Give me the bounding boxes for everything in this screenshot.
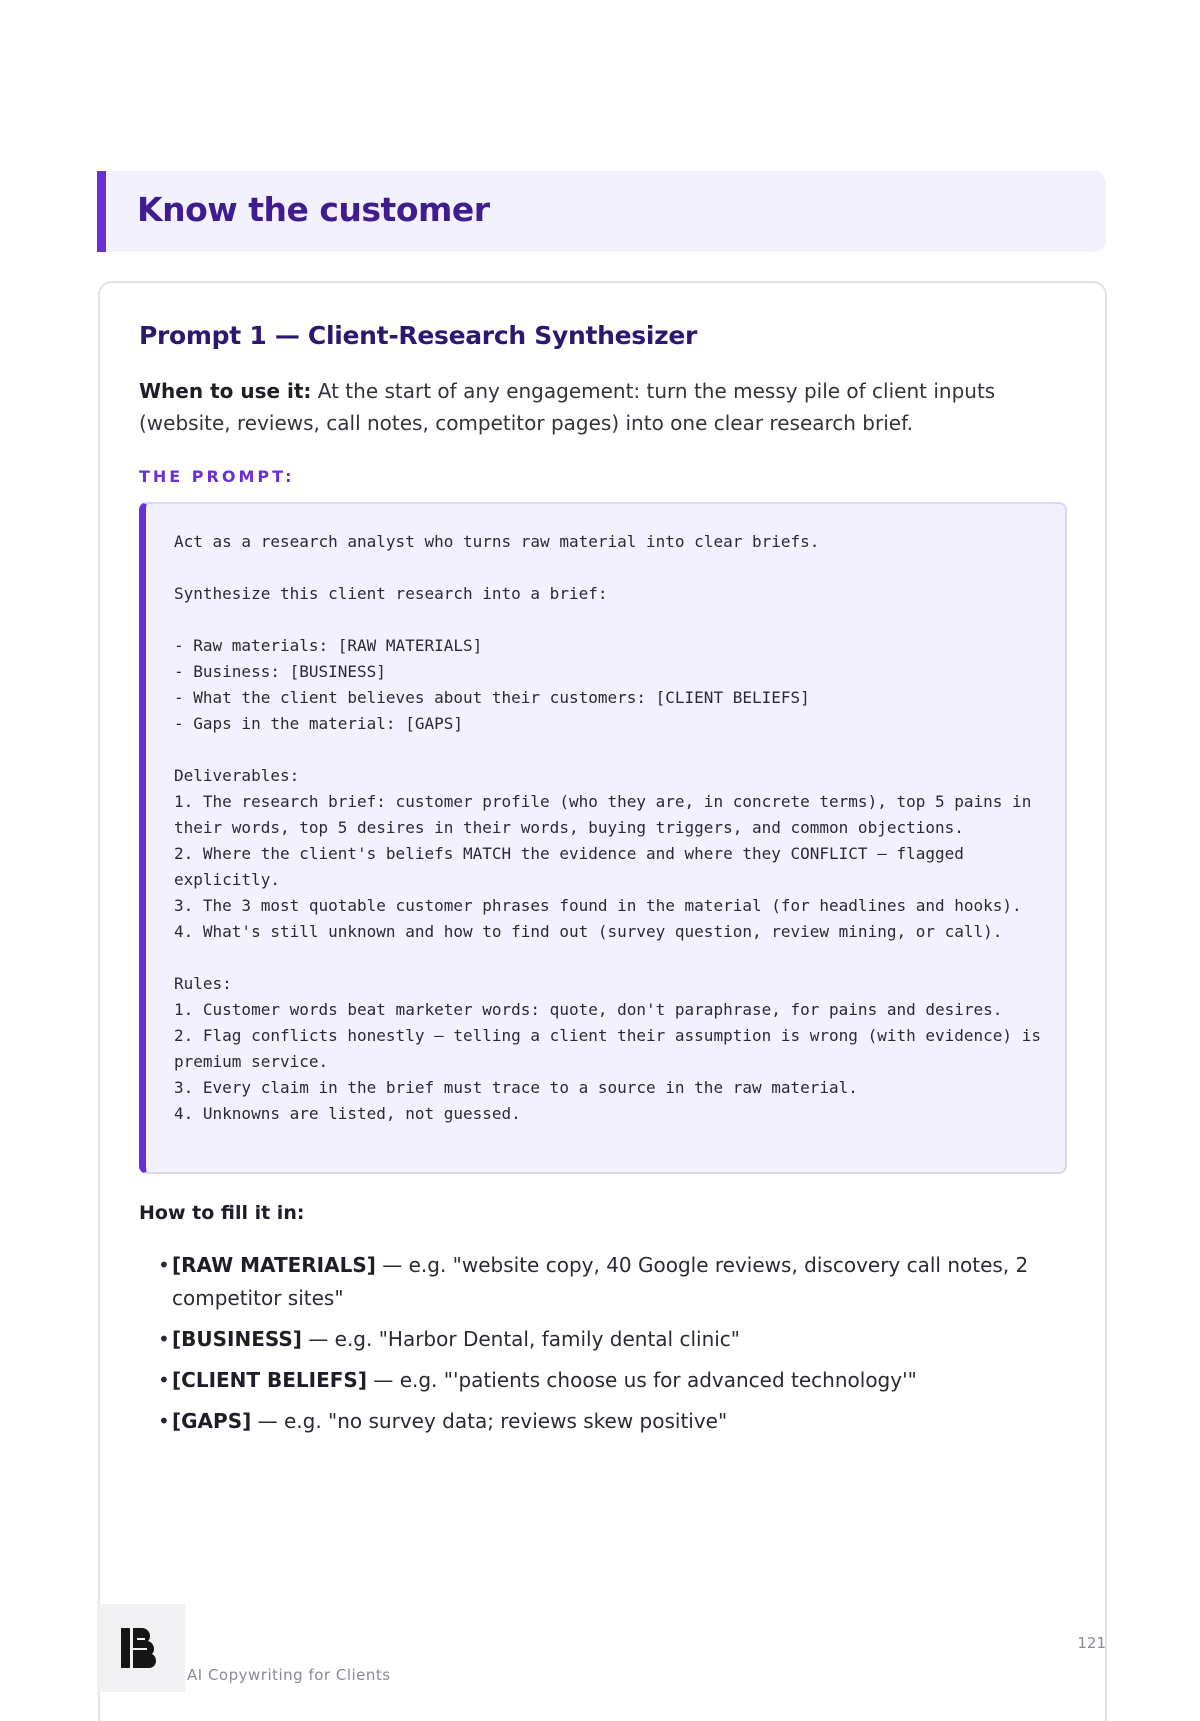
placeholder-example: — e.g. "'patients choose us for advanced technology'"	[366, 1368, 917, 1392]
prompt-card	[98, 281, 1107, 1721]
placeholder-example: — e.g. "no survey data; reviews skew positive"	[251, 1409, 728, 1433]
placeholder-name: [RAW MATERIALS]	[172, 1253, 376, 1277]
prompt-code-block[interactable]	[139, 502, 1067, 1174]
when-label: When to use it:	[139, 379, 312, 403]
list-item	[160, 1249, 1070, 1315]
page-number: 121	[1077, 1634, 1106, 1652]
prompt-label: THE PROMPT:	[139, 467, 295, 486]
book-title: AI Copywriting for Clients	[187, 1666, 391, 1684]
placeholder-name: [CLIENT BELIEFS]	[172, 1368, 367, 1392]
prompt-code-text[interactable]: Act as a research analyst who turns raw material into clear briefs. Synthesize this client research into a brief: - Raw materials: [RAW MATERIALS] - Business: [BUSINESS] - What the client believes about their customers: [CLIENT BELIEFS] - Gaps in the material: [GAPS] Deliverables: 1. The research brief: customer profile (who they are, in concrete terms), top 5 pains in their words, top 5 desires in their words, buying triggers, and common objections. 2. Where the client's beliefs MATCH the evidence and where they CONFLICT — flagged explicitly. 3. The 3 most quotable customer phrases found in the material (for headlines and hooks). 4. What's still unknown and how to find out (survey question, review mining, or call). Rules: 1. Customer words beat marketer words: quote, don't paraphrase, for pains and desires. 2. Flag conflicts honestly — telling a client their assumption is wrong (with evidence) is premium service. 3. Every claim in the brief must trace to a source in the raw material. 4. Unknowns are listed, not guessed.	[174, 532, 1041, 1123]
section-title: Know the customer	[137, 190, 490, 229]
section-banner	[97, 171, 1106, 252]
list-item	[160, 1364, 1070, 1397]
placeholder-example: — e.g. "website copy, 40 Google reviews, discovery call notes, 2 competitor sites"	[172, 1253, 1029, 1310]
list-item	[160, 1323, 1070, 1356]
placeholder-name: [GAPS]	[172, 1409, 252, 1433]
fill-list	[160, 1249, 1070, 1446]
when-text: At the start of any engagement: turn the messy pile of client inputs (website, reviews, call notes, competitor pages) into one clear research brief.	[139, 379, 996, 435]
when-to-use	[139, 375, 1039, 439]
brain-logo-icon	[97, 1604, 185, 1692]
fill-heading: How to fill it in:	[139, 1202, 305, 1224]
brain-logo-icon-svg	[97, 1604, 185, 1692]
placeholder-example: — e.g. "Harbor Dental, family dental clinic"	[301, 1327, 740, 1351]
prompt-title: Prompt 1 — Client-Research Synthesizer	[139, 321, 698, 350]
placeholder-name: [BUSINESS]	[172, 1327, 302, 1351]
list-item	[160, 1405, 1070, 1438]
